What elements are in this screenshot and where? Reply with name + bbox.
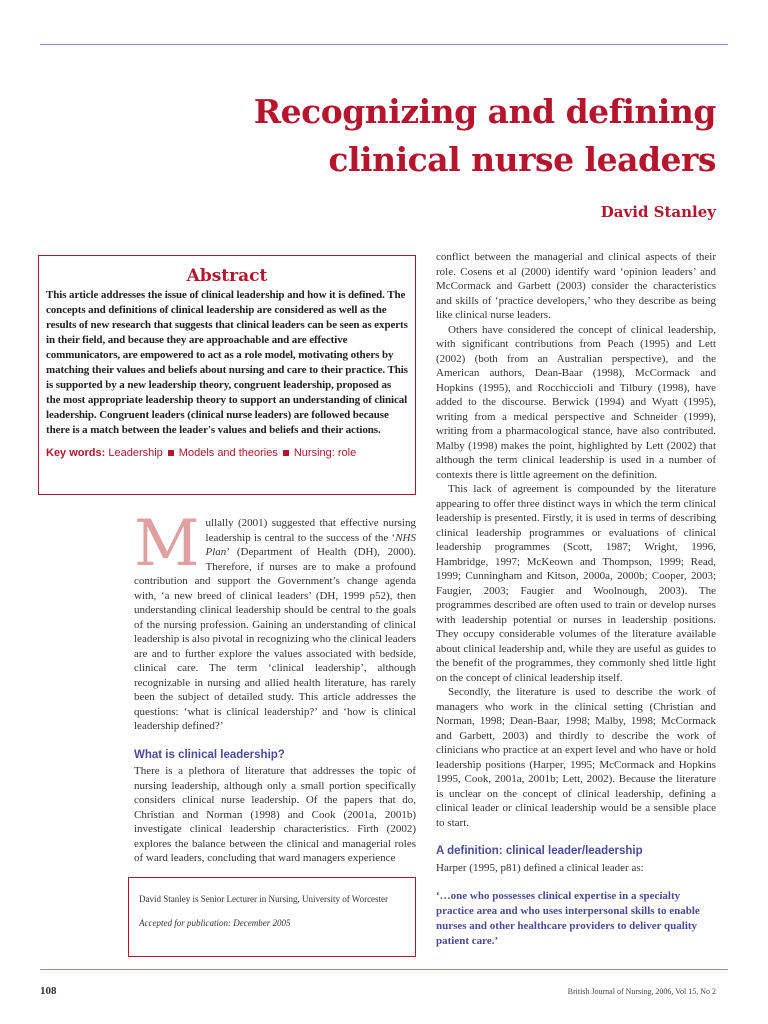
body-paragraph: Secondly, the literature is used to describe the work of managers who work in the clinical setting (Christian and Norman, 1998; Dean-Baar, 1998; Malby, 1998; McCormack and Garbett, 2003) and thirdly to describe the work of clinicians who practice at an expert level and who have or hold leadership positions (Harper, 1995; McCormack and Hopkins 1995, Cook, 2001a, 2001b; Lett, 2002). Because the literature is unclear on the concept of clinical leadership, defining a clinical leader or clinical leadership would be a sensible place to start. [436, 686, 716, 829]
top-rule [40, 44, 728, 45]
keywords-label: Key words: [46, 447, 106, 459]
author-note-box [128, 877, 416, 957]
article-title: Recognizing and defining clinical nurse leaders [253, 92, 716, 179]
page-number: 108 [40, 985, 57, 997]
journal-citation: British Journal of Nursing, 2006, Vol 15, No 2 [567, 987, 716, 996]
section-heading: What is clinical leadership? [134, 748, 285, 761]
definition-quote: ‘…one who possesses clinical expertise in a specialty practice area and who uses interpersonal skills to enable nurses and other healthcare providers to deliver quality patient care.’ [436, 890, 700, 947]
intro-paragraph [134, 507, 416, 734]
abstract-box [38, 255, 416, 495]
nhs-plan-title: NHS Plan [205, 531, 416, 558]
square-bullet-icon [168, 450, 174, 456]
body-paragraph: Others have considered the concept of clinical leadership, with significant contributions from Peach (1995) and Lett (2002) (both from an Australian perspective), and the American authors, Dean-Baar (1998), McCormack and Hopkins (1995), and Rocchiccioli and Tilbury (1998), have added to the discourse. Berwick (1994) and Wyatt (1995), writing from a medical perspective and Schneider (1999), writing from a pharmacological stance, have also contributed. Malby (1998) makes the point, highlighted by Lett (2002) that although the term clinical leadership is used in a number of contexts there is little agreement on the definition. [436, 323, 716, 481]
middle-column [134, 507, 416, 866]
intro-text-continued: ’ (Department of Health (DH), 2000). Therefore, if nurses are to make a profound contribution and support the Government’s change agenda with, ‘a new breed of clinical leaders’ (DH, 1999 p52), then understanding clinical leadership should be central to the goals of the nursing profession. Gaining an understanding of clinical leadership is also pivotal in recognizing who the clinical leaders are and to further explore the values associated with bedside, clinical care. The term ‘clinical leadership’, although recognizable in nursing and allied health literature, has rarely been the subject of detailed study. This article addresses the questions: ‘what is clinical leadership?’ and ‘how is clinical leadership defined?’ [134, 546, 416, 732]
keyword-item: Leadership [108, 447, 163, 459]
keyword-item: Models and theories [178, 447, 278, 459]
section-paragraph: There is a plethora of literature that addresses the topic of nursing leadership, although only a small portion specifically considers clinical nurse leadership. Of the papers that do, Christian and Norman (1998) and Cook (2001a, 2001b) investigate clinical leadership characteristics. Firth (2002) explores the balance between the clinical and managerial roles of ward leaders, concluding that ward managers experience [134, 765, 416, 864]
right-column [436, 250, 716, 949]
author-name: David Stanley [600, 203, 716, 221]
keyword-item: Nursing: role [293, 447, 357, 459]
keywords [46, 447, 408, 459]
abstract-heading: Abstract [186, 266, 268, 286]
acceptance-date: Accepted for publication: December 2005 [139, 918, 291, 928]
body-paragraph: conflict between the managerial and clinical aspects of their role. Cosens et al (2000) identify ward ‘opinion leaders’ and McCormack and Garbett (2003) consider the characteristics and skills of ‘practice developers,’ who they describe as being like clinical nurse leaders. [436, 251, 716, 321]
intro-text: ullally (2001) suggested that effective nursing leadership is central to the success of the ‘ [205, 517, 416, 544]
author-info: David Stanley is Senior Lecturer in Nursing, University of Worcester [139, 894, 389, 904]
square-bullet-icon [283, 450, 289, 456]
bottom-rule [40, 969, 728, 970]
drop-cap: M [134, 507, 200, 581]
section-heading: A definition: clinical leader/leadership [436, 845, 643, 857]
abstract-text: This article addresses the issue of clinical leadership and how it is defined. The concepts and definitions of clinical leadership are considered as well as the results of new research that suggests that clinical leaders can be seen as experts in their field, and because they are approachable and are effective communicators, are empowered to act as a role model, motivating others by matching their values and beliefs about nursing and care to their practice. This is supported by a new leadership theory, congruent leadership, proposed as the most appropriate leadership theory to support an understanding of clinical leadership. Congruent leaders (clinical nurse leaders) are followed because there is a match between the leader's values and beliefs and their actions. [46, 289, 408, 436]
body-paragraph: This lack of agreement is compounded by the literature appearing to offer three distinct ways in which the term clinical leadership is presented. Firstly, it is used in terms of describing clinical leadership programmes or evaluations of clinical leadership programmes (Scott, 1987; Wright, 1996, Hambridge, 1997; McKeown and Thompson, 1999; Read, 1999; Cunningham and Kitson, 2000a, 2000b; Cooper, 2003; Faugier, 2003; Faugier and Woolnough, 2003). The programmes described are often used to train or develop nurses with leadership potential or nurses in leadership positions. They occupy considerable volumes of the literature available about clinical leadership and, while they are useful as guides to the benefit of the programmes, they commonly shed little light on the concept of clinical leadership itself. [436, 483, 716, 684]
section-paragraph: Harper (1995, p81) defined a clinical leader as: [436, 861, 644, 874]
